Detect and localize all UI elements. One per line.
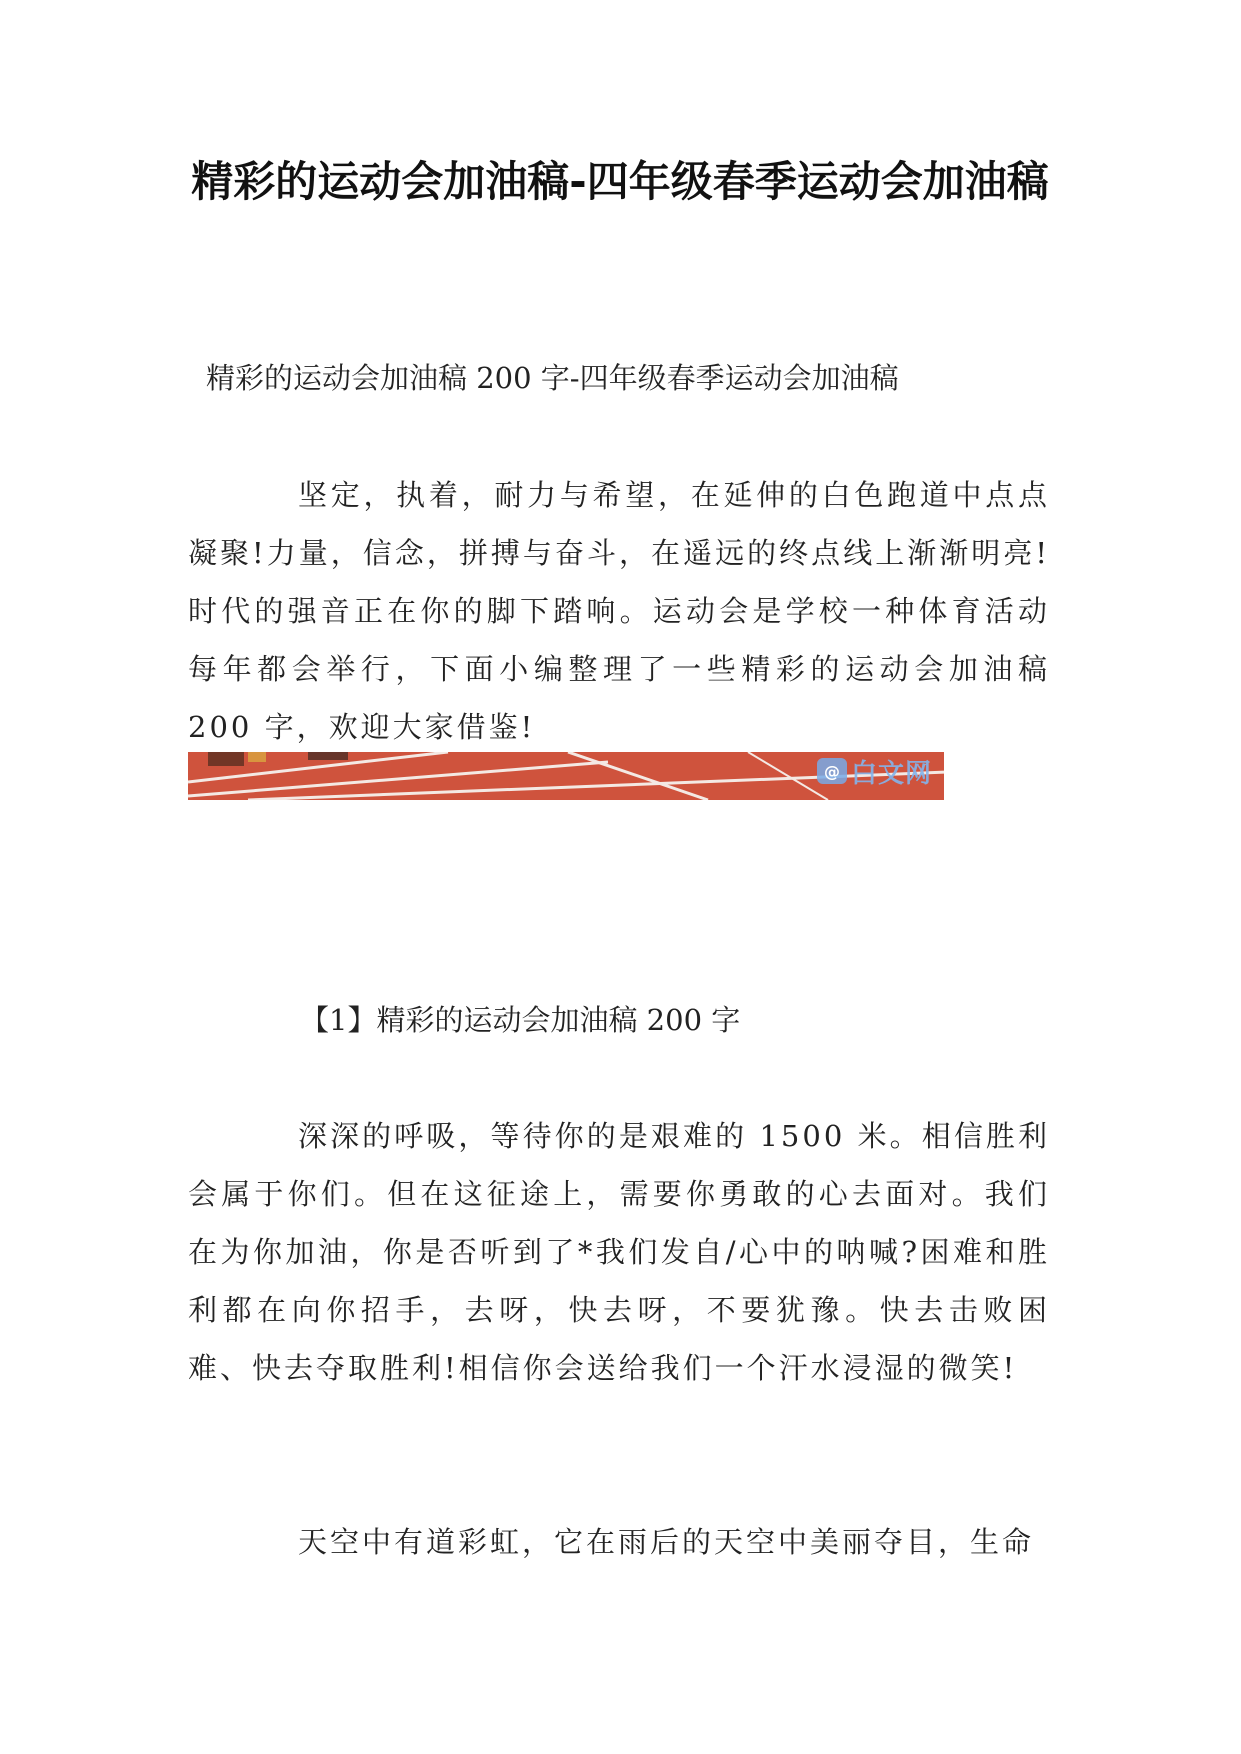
document-subtitle: 精彩的运动会加油稿 200 字-四年级春季运动会加油稿 <box>206 361 899 395</box>
section-1-heading: 【1】精彩的运动会加油稿 200 字 <box>300 1003 741 1037</box>
document-title: 精彩的运动会加油稿-四年级春季运动会加油稿 <box>191 157 1049 206</box>
watermark-text: 白文网 <box>850 758 932 789</box>
watermark-logo-icon: @ <box>817 758 847 784</box>
watermark <box>817 756 932 789</box>
intro-paragraph: 坚定，执着，耐力与希望，在延伸的白色跑道中点点凝聚!力量，信念，拼搏与奋斗，在遥远的终点线上渐渐明亮!时代的强音正在你的脚下踏响。运动会是学校一种体育活动每年都会举行，下面小编整理了一些精彩的运动会加油稿 200 字，欢迎大家借鉴! <box>188 478 1050 744</box>
running-track-image <box>188 752 944 800</box>
section-1-paragraph-2: 天空中有道彩虹，它在雨后的天空中美丽夺目，生命 <box>298 1525 1035 1559</box>
section-1-paragraph-1: 深深的呼吸，等待你的是艰难的 1500 米。相信胜利会属于你们。但在这征途上，需要你勇敢的心去面对。我们在为你加油，你是否听到了*我们发自/心中的呐喊?困难和胜利都在向你招手，去呀，快去呀，不要犹豫。快去击败困难、快去夺取胜利!相信你会送给我们一个汗水浸湿的微笑! <box>188 1119 1050 1385</box>
